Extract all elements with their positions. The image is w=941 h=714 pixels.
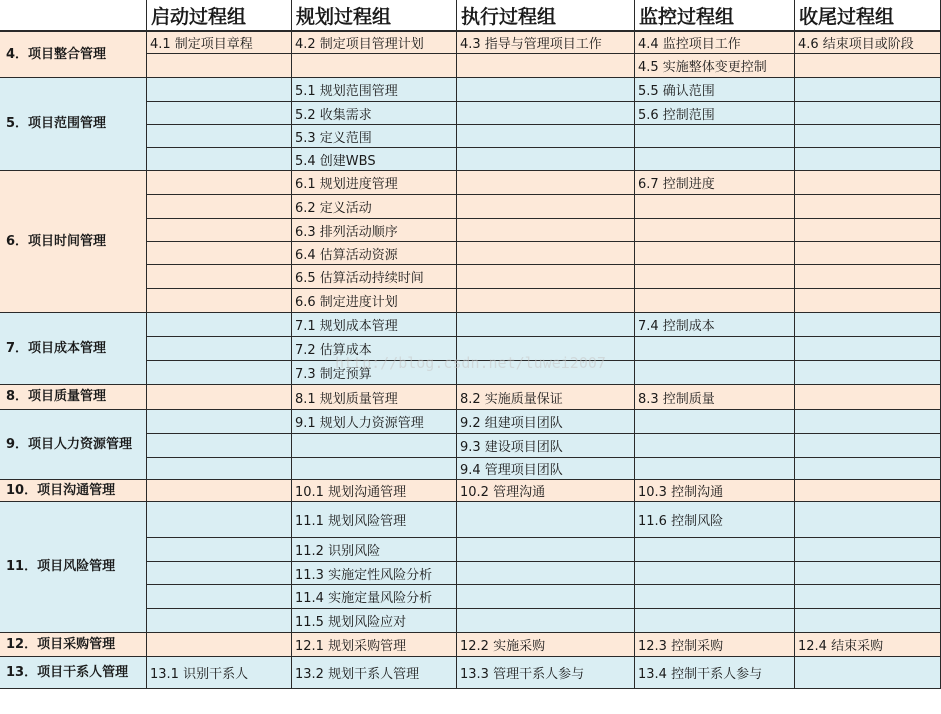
process-cell: 10.1 规划沟通管理 — [292, 480, 457, 502]
process-cell — [635, 562, 795, 585]
process-cell: 5.5 确认范围 — [635, 78, 795, 102]
process-cell — [795, 458, 941, 480]
process-cell — [147, 78, 292, 102]
process-cell: 11.6 控制风险 — [635, 502, 795, 538]
knowledge-area-label: 8．项目质量管理 — [0, 385, 147, 410]
process-cell — [795, 410, 941, 434]
knowledge-area-label: 5．项目范围管理 — [0, 78, 147, 171]
process-cell — [457, 585, 635, 609]
process-cell — [457, 102, 635, 125]
process-cell — [457, 171, 635, 195]
knowledge-area-label: 6．项目时间管理 — [0, 171, 147, 313]
knowledge-area-label: 13．项目干系人管理 — [0, 657, 147, 689]
process-cell: 4.4 监控项目工作 — [635, 32, 795, 54]
process-cell — [795, 562, 941, 585]
process-cell: 5.1 规划范围管理 — [292, 78, 457, 102]
process-cell — [795, 480, 941, 502]
process-cell: 11.4 实施定量风险分析 — [292, 585, 457, 609]
process-cell — [147, 219, 292, 242]
column-header: 规划过程组 — [292, 0, 457, 32]
process-cell: 5.6 控制范围 — [635, 102, 795, 125]
process-cell — [147, 102, 292, 125]
process-cell — [147, 385, 292, 410]
process-cell — [795, 609, 941, 633]
process-cell — [147, 562, 292, 585]
process-cell — [635, 242, 795, 265]
process-cell — [795, 585, 941, 609]
process-cell — [147, 585, 292, 609]
process-cell: 5.4 创建WBS — [292, 148, 457, 171]
process-cell: 5.3 定义范围 — [292, 125, 457, 148]
process-cell: 7.4 控制成本 — [635, 313, 795, 337]
process-cell: 8.2 实施质量保证 — [457, 385, 635, 410]
process-cell — [147, 289, 292, 313]
process-cell: 13.2 规划干系人管理 — [292, 657, 457, 689]
process-cell: 6.1 规划进度管理 — [292, 171, 457, 195]
process-cell — [147, 54, 292, 78]
process-cell — [635, 148, 795, 171]
process-cell: 9.2 组建项目团队 — [457, 410, 635, 434]
process-cell: 8.3 控制质量 — [635, 385, 795, 410]
process-cell — [457, 125, 635, 148]
process-cell: 10.2 管理沟通 — [457, 480, 635, 502]
process-cell: 11.2 识别风险 — [292, 538, 457, 562]
process-cell: 4.1 制定项目章程 — [147, 32, 292, 54]
process-cell — [147, 242, 292, 265]
process-cell — [457, 54, 635, 78]
process-cell: 4.6 结束项目或阶段 — [795, 32, 941, 54]
process-cell: 6.7 控制进度 — [635, 171, 795, 195]
process-cell: 12.4 结束采购 — [795, 633, 941, 657]
process-cell — [795, 361, 941, 385]
process-cell: 11.3 实施定性风险分析 — [292, 562, 457, 585]
process-cell: 9.3 建设项目团队 — [457, 434, 635, 458]
process-cell — [635, 434, 795, 458]
process-cell — [635, 337, 795, 361]
process-cell — [795, 502, 941, 538]
process-cell — [795, 434, 941, 458]
process-cell — [292, 54, 457, 78]
process-cell — [147, 148, 292, 171]
knowledge-area-label: 12．项目采购管理 — [0, 633, 147, 657]
process-cell — [457, 502, 635, 538]
process-cell — [635, 410, 795, 434]
process-cell — [147, 502, 292, 538]
process-cell: 12.1 规划采购管理 — [292, 633, 457, 657]
process-cell — [635, 538, 795, 562]
process-cell — [457, 313, 635, 337]
process-cell: 6.3 排列活动顺序 — [292, 219, 457, 242]
process-cell — [635, 195, 795, 219]
process-cell: 7.2 估算成本 — [292, 337, 457, 361]
process-cell — [147, 195, 292, 219]
process-cell — [635, 458, 795, 480]
process-cell: 4.5 实施整体变更控制 — [635, 54, 795, 78]
header-corner — [0, 0, 147, 32]
process-cell — [795, 171, 941, 195]
process-cell: 11.5 规划风险应对 — [292, 609, 457, 633]
process-cell — [147, 434, 292, 458]
knowledge-area-label: 11．项目风险管理 — [0, 502, 147, 633]
process-cell: 12.2 实施采购 — [457, 633, 635, 657]
process-cell — [635, 585, 795, 609]
process-cell: 4.2 制定项目管理计划 — [292, 32, 457, 54]
process-cell — [635, 289, 795, 313]
process-cell — [457, 265, 635, 289]
process-cell — [147, 125, 292, 148]
process-cell — [457, 242, 635, 265]
process-cell — [147, 337, 292, 361]
process-cell: 7.1 规划成本管理 — [292, 313, 457, 337]
process-cell — [457, 289, 635, 313]
process-cell: 11.1 规划风险管理 — [292, 502, 457, 538]
process-cell — [147, 458, 292, 480]
process-cell — [457, 337, 635, 361]
process-cell — [457, 361, 635, 385]
process-cell — [795, 337, 941, 361]
process-cell: 10.3 控制沟通 — [635, 480, 795, 502]
process-cell — [147, 313, 292, 337]
process-cell — [795, 102, 941, 125]
process-cell — [292, 458, 457, 480]
process-cell — [457, 195, 635, 219]
process-cell — [795, 538, 941, 562]
process-cell — [457, 148, 635, 171]
process-cell: 13.3 管理干系人参与 — [457, 657, 635, 689]
process-cell — [147, 171, 292, 195]
process-cell: 12.3 控制采购 — [635, 633, 795, 657]
process-cell — [795, 289, 941, 313]
process-cell — [292, 434, 457, 458]
column-header: 执行过程组 — [457, 0, 635, 32]
process-cell — [795, 385, 941, 410]
process-cell: 6.4 估算活动资源 — [292, 242, 457, 265]
process-cell — [795, 125, 941, 148]
process-cell — [795, 265, 941, 289]
process-cell — [147, 609, 292, 633]
process-cell — [795, 313, 941, 337]
process-cell — [457, 538, 635, 562]
process-cell: 5.2 收集需求 — [292, 102, 457, 125]
watermark: http://blog.csdn.net/luwei2007 — [335, 354, 606, 372]
process-cell: 6.6 制定进度计划 — [292, 289, 457, 313]
process-cell — [635, 125, 795, 148]
knowledge-area-label: 10．项目沟通管理 — [0, 480, 147, 502]
process-cell: 13.1 识别干系人 — [147, 657, 292, 689]
process-cell — [795, 242, 941, 265]
process-cell — [457, 609, 635, 633]
knowledge-area-label: 7．项目成本管理 — [0, 313, 147, 385]
process-cell — [457, 219, 635, 242]
process-cell: 8.1 规划质量管理 — [292, 385, 457, 410]
process-cell — [635, 265, 795, 289]
process-cell — [795, 78, 941, 102]
process-cell: 9.4 管理项目团队 — [457, 458, 635, 480]
column-header: 启动过程组 — [147, 0, 292, 32]
process-cell: 13.4 控制干系人参与 — [635, 657, 795, 689]
column-header: 监控过程组 — [635, 0, 795, 32]
process-cell — [795, 148, 941, 171]
process-cell: 6.2 定义活动 — [292, 195, 457, 219]
process-cell — [457, 562, 635, 585]
process-cell — [147, 538, 292, 562]
process-cell: 7.3 制定预算 — [292, 361, 457, 385]
process-cell: 9.1 规划人力资源管理 — [292, 410, 457, 434]
process-cell — [147, 410, 292, 434]
process-cell — [795, 657, 941, 689]
process-cell — [635, 361, 795, 385]
process-cell: 4.3 指导与管理项目工作 — [457, 32, 635, 54]
knowledge-area-label: 4．项目整合管理 — [0, 32, 147, 78]
process-cell: 6.5 估算活动持续时间 — [292, 265, 457, 289]
knowledge-area-label: 9．项目人力资源管理 — [0, 410, 147, 480]
process-cell — [147, 480, 292, 502]
column-header: 收尾过程组 — [795, 0, 941, 32]
process-cell — [635, 609, 795, 633]
process-cell — [795, 219, 941, 242]
process-cell — [795, 54, 941, 78]
process-cell — [147, 633, 292, 657]
process-cell — [147, 361, 292, 385]
process-cell — [795, 195, 941, 219]
process-cell — [635, 219, 795, 242]
process-cell — [457, 78, 635, 102]
process-cell — [147, 265, 292, 289]
